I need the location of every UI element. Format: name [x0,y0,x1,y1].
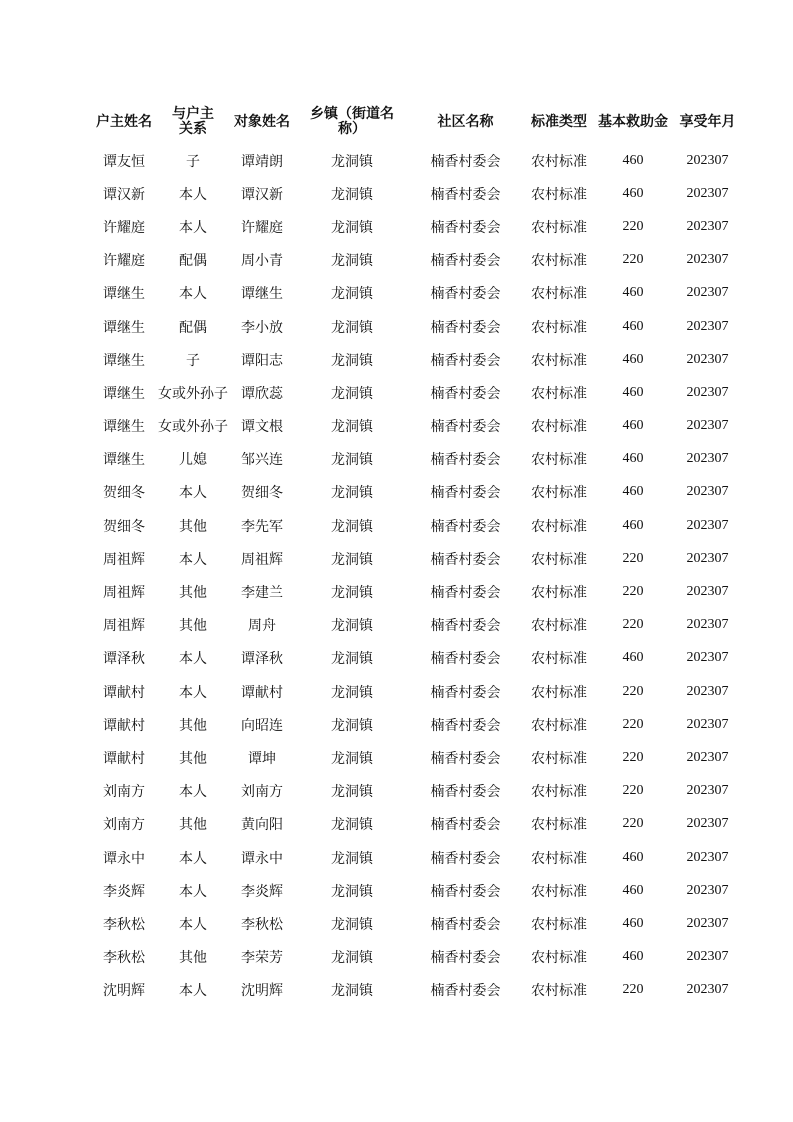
cell-household-head: 贺细冬 [103,485,145,502]
cell-township: 龙洞镇 [331,485,373,502]
cell-year-month: 202307 [686,318,729,334]
cell-standard-type: 农村标准 [531,551,587,568]
cell-standard-type: 农村标准 [531,684,587,701]
cell-recipient-name: 谭泽秋 [241,651,283,668]
table-row [90,509,744,542]
cell-year-month: 202307 [686,351,729,367]
cell-household-head: 谭继生 [103,385,145,402]
cell-township: 龙洞镇 [331,186,373,203]
cell-basic-aid: 460 [622,384,644,400]
cell-recipient-name: 李小放 [241,319,283,336]
relief-recipients-table [90,100,744,1007]
cell-relationship: 其他 [179,717,207,734]
cell-recipient-name: 李荣芳 [241,950,283,967]
cell-standard-type: 农村标准 [531,419,587,436]
cell-standard-type: 农村标准 [531,950,587,967]
cell-standard-type: 农村标准 [531,750,587,767]
cell-household-head: 沈明辉 [103,983,145,1000]
table-row [90,775,744,808]
cell-year-month: 202307 [686,949,729,965]
cell-recipient-name: 谭文根 [241,419,283,436]
cell-standard-type: 农村标准 [531,319,587,336]
cell-standard-type: 农村标准 [531,618,587,635]
cell-township: 龙洞镇 [331,452,373,469]
cell-relationship: 配偶 [179,319,207,336]
cell-year-month: 202307 [686,152,729,168]
cell-relationship: 本人 [179,186,207,203]
cell-relationship: 本人 [179,983,207,1000]
table-row [90,310,744,343]
cell-township: 龙洞镇 [331,684,373,701]
cell-standard-type: 农村标准 [531,153,587,170]
cell-household-head: 刘南方 [103,817,145,834]
cell-relationship: 本人 [179,219,207,236]
cell-year-month: 202307 [686,716,729,732]
cell-recipient-name: 沈明辉 [241,983,283,1000]
cell-relationship: 其他 [179,817,207,834]
table-row [90,974,744,1007]
cell-township: 龙洞镇 [331,983,373,1000]
header-township: 乡镇（街道名称） [310,106,394,137]
cell-household-head: 谭永中 [103,850,145,867]
cell-standard-type: 农村标准 [531,850,587,867]
cell-recipient-name: 周祖辉 [241,551,283,568]
cell-household-head: 谭继生 [103,352,145,369]
cell-basic-aid: 460 [622,185,644,201]
cell-community: 楠香村委会 [430,850,501,867]
cell-recipient-name: 周舟 [248,618,276,635]
cell-township: 龙洞镇 [331,319,373,336]
cell-community: 楠香村委会 [430,518,501,535]
cell-standard-type: 农村标准 [531,585,587,602]
cell-year-month: 202307 [686,252,729,268]
cell-township: 龙洞镇 [331,817,373,834]
cell-basic-aid: 460 [622,418,644,434]
cell-recipient-name: 谭欣蕊 [241,385,283,402]
header-basic-aid: 基本救助金 [598,113,668,130]
cell-basic-aid: 460 [622,451,644,467]
cell-year-month: 202307 [686,683,729,699]
table-row [90,874,744,907]
cell-recipient-name: 邹兴连 [241,452,283,469]
cell-community: 楠香村委会 [430,219,501,236]
cell-recipient-name: 李建兰 [241,585,283,602]
cell-basic-aid: 220 [622,816,644,832]
cell-township: 龙洞镇 [331,916,373,933]
cell-household-head: 谭献村 [103,717,145,734]
cell-household-head: 李秋松 [103,916,145,933]
cell-community: 楠香村委会 [430,153,501,170]
cell-recipient-name: 谭继生 [241,286,283,303]
cell-community: 楠香村委会 [430,784,501,801]
cell-basic-aid: 460 [622,949,644,965]
cell-household-head: 谭继生 [103,419,145,436]
cell-recipient-name: 李先军 [241,518,283,535]
cell-township: 龙洞镇 [331,286,373,303]
cell-recipient-name: 谭阳志 [241,352,283,369]
cell-basic-aid: 220 [622,550,644,566]
cell-standard-type: 农村标准 [531,916,587,933]
cell-community: 楠香村委会 [430,385,501,402]
header-community: 社区名称 [437,113,494,130]
table-row [90,144,744,177]
table-row [90,708,744,741]
cell-household-head: 李炎辉 [103,883,145,900]
cell-relationship: 本人 [179,651,207,668]
cell-community: 楠香村委会 [430,817,501,834]
cell-recipient-name: 向昭连 [241,717,283,734]
cell-year-month: 202307 [686,915,729,931]
cell-community: 楠香村委会 [430,717,501,734]
cell-year-month: 202307 [686,816,729,832]
cell-recipient-name: 李炎辉 [241,883,283,900]
cell-community: 楠香村委会 [430,684,501,701]
cell-household-head: 谭友恒 [103,153,145,170]
cell-community: 楠香村委会 [430,419,501,436]
cell-relationship: 本人 [179,916,207,933]
cell-year-month: 202307 [686,584,729,600]
cell-year-month: 202307 [686,517,729,533]
table-row [90,210,744,243]
cell-township: 龙洞镇 [331,551,373,568]
cell-standard-type: 农村标准 [531,452,587,469]
cell-recipient-name: 谭永中 [241,850,283,867]
cell-basic-aid: 460 [622,517,644,533]
cell-year-month: 202307 [686,285,729,301]
table-row [90,277,744,310]
cell-standard-type: 农村标准 [531,485,587,502]
cell-community: 楠香村委会 [430,352,501,369]
cell-year-month: 202307 [686,749,729,765]
cell-basic-aid: 460 [622,882,644,898]
cell-year-month: 202307 [686,218,729,234]
cell-year-month: 202307 [686,550,729,566]
cell-community: 楠香村委会 [430,186,501,203]
cell-household-head: 谭继生 [103,452,145,469]
header-relationship: 与户主关系 [172,106,214,137]
cell-standard-type: 农村标准 [531,651,587,668]
cell-relationship: 本人 [179,551,207,568]
cell-township: 龙洞镇 [331,784,373,801]
cell-household-head: 谭汉新 [103,186,145,203]
cell-basic-aid: 220 [622,252,644,268]
cell-relationship: 子 [186,153,200,170]
cell-township: 龙洞镇 [331,883,373,900]
table-header-row [90,100,744,144]
cell-community: 楠香村委会 [430,950,501,967]
cell-township: 龙洞镇 [331,585,373,602]
cell-township: 龙洞镇 [331,518,373,535]
cell-household-head: 贺细冬 [103,518,145,535]
cell-standard-type: 农村标准 [531,352,587,369]
cell-standard-type: 农村标准 [531,518,587,535]
cell-township: 龙洞镇 [331,618,373,635]
cell-basic-aid: 220 [622,683,644,699]
table-row [90,642,744,675]
cell-household-head: 谭泽秋 [103,651,145,668]
table-row [90,542,744,575]
table-row [90,907,744,940]
cell-community: 楠香村委会 [430,253,501,270]
cell-community: 楠香村委会 [430,916,501,933]
cell-standard-type: 农村标准 [531,253,587,270]
cell-year-month: 202307 [686,982,729,998]
cell-basic-aid: 460 [622,152,644,168]
cell-recipient-name: 谭献村 [241,684,283,701]
cell-relationship: 女或外孙子 [158,419,228,436]
cell-relationship: 本人 [179,883,207,900]
cell-household-head: 周祖辉 [103,551,145,568]
cell-recipient-name: 贺细冬 [241,485,283,502]
cell-basic-aid: 220 [622,218,644,234]
cell-basic-aid: 460 [622,285,644,301]
cell-relationship: 其他 [179,585,207,602]
cell-year-month: 202307 [686,783,729,799]
table-row [90,244,744,277]
cell-year-month: 202307 [686,484,729,500]
table-row [90,841,744,874]
cell-relationship: 其他 [179,618,207,635]
table-row [90,177,744,210]
table-row [90,476,744,509]
header-standard-type: 标准类型 [531,113,587,130]
cell-relationship: 本人 [179,485,207,502]
cell-relationship: 本人 [179,684,207,701]
cell-township: 龙洞镇 [331,850,373,867]
cell-household-head: 谭献村 [103,750,145,767]
cell-basic-aid: 460 [622,351,644,367]
cell-year-month: 202307 [686,882,729,898]
cell-standard-type: 农村标准 [531,817,587,834]
cell-community: 楠香村委会 [430,452,501,469]
cell-basic-aid: 460 [622,849,644,865]
cell-township: 龙洞镇 [331,717,373,734]
cell-community: 楠香村委会 [430,585,501,602]
cell-community: 楠香村委会 [430,551,501,568]
cell-household-head: 谭继生 [103,319,145,336]
cell-basic-aid: 220 [622,982,644,998]
cell-relationship: 配偶 [179,253,207,270]
cell-township: 龙洞镇 [331,419,373,436]
cell-year-month: 202307 [686,650,729,666]
cell-standard-type: 农村标准 [531,385,587,402]
cell-standard-type: 农村标准 [531,784,587,801]
cell-township: 龙洞镇 [331,750,373,767]
cell-community: 楠香村委会 [430,618,501,635]
cell-standard-type: 农村标准 [531,219,587,236]
cell-township: 龙洞镇 [331,253,373,270]
cell-recipient-name: 黄向阳 [241,817,283,834]
cell-community: 楠香村委会 [430,286,501,303]
cell-relationship: 其他 [179,750,207,767]
cell-township: 龙洞镇 [331,385,373,402]
table-row [90,343,744,376]
cell-standard-type: 农村标准 [531,883,587,900]
cell-relationship: 本人 [179,286,207,303]
table-row [90,376,744,409]
cell-year-month: 202307 [686,418,729,434]
cell-basic-aid: 220 [622,716,644,732]
cell-basic-aid: 220 [622,584,644,600]
header-household-head: 户主姓名 [96,113,152,130]
cell-relationship: 本人 [179,784,207,801]
cell-year-month: 202307 [686,617,729,633]
cell-basic-aid: 460 [622,318,644,334]
cell-recipient-name: 周小青 [241,253,283,270]
cell-household-head: 谭献村 [103,684,145,701]
cell-year-month: 202307 [686,849,729,865]
cell-basic-aid: 460 [622,484,644,500]
header-year-month: 享受年月 [679,113,736,130]
cell-recipient-name: 许耀庭 [241,219,283,236]
cell-township: 龙洞镇 [331,651,373,668]
cell-household-head: 许耀庭 [103,253,145,270]
cell-relationship: 其他 [179,518,207,535]
cell-community: 楠香村委会 [430,485,501,502]
cell-household-head: 周祖辉 [103,585,145,602]
cell-household-head: 刘南方 [103,784,145,801]
cell-recipient-name: 谭坤 [248,750,276,767]
cell-community: 楠香村委会 [430,651,501,668]
cell-year-month: 202307 [686,451,729,467]
cell-relationship: 子 [186,352,200,369]
cell-community: 楠香村委会 [430,983,501,1000]
cell-recipient-name: 谭靖朗 [241,153,283,170]
cell-township: 龙洞镇 [331,153,373,170]
cell-basic-aid: 460 [622,650,644,666]
cell-relationship: 本人 [179,850,207,867]
cell-household-head: 李秋松 [103,950,145,967]
table-row [90,675,744,708]
header-recipient-name: 对象姓名 [234,113,290,130]
cell-standard-type: 农村标准 [531,186,587,203]
cell-basic-aid: 460 [622,915,644,931]
table-row [90,410,744,443]
cell-basic-aid: 220 [622,617,644,633]
cell-recipient-name: 李秋松 [241,916,283,933]
cell-relationship: 儿媳 [179,452,207,469]
table-row [90,443,744,476]
cell-basic-aid: 220 [622,749,644,765]
cell-household-head: 谭继生 [103,286,145,303]
cell-township: 龙洞镇 [331,219,373,236]
cell-household-head: 周祖辉 [103,618,145,635]
cell-recipient-name: 谭汉新 [241,186,283,203]
cell-household-head: 许耀庭 [103,219,145,236]
cell-year-month: 202307 [686,384,729,400]
cell-township: 龙洞镇 [331,352,373,369]
table-row [90,609,744,642]
cell-relationship: 女或外孙子 [158,385,228,402]
table-row [90,575,744,608]
cell-standard-type: 农村标准 [531,983,587,1000]
cell-community: 楠香村委会 [430,319,501,336]
cell-community: 楠香村委会 [430,750,501,767]
table-row [90,808,744,841]
table-body [90,144,744,1007]
cell-standard-type: 农村标准 [531,717,587,734]
cell-township: 龙洞镇 [331,950,373,967]
table-row [90,741,744,774]
cell-relationship: 其他 [179,950,207,967]
cell-community: 楠香村委会 [430,883,501,900]
cell-recipient-name: 刘南方 [241,784,283,801]
cell-year-month: 202307 [686,185,729,201]
table-row [90,941,744,974]
cell-standard-type: 农村标准 [531,286,587,303]
cell-basic-aid: 220 [622,783,644,799]
